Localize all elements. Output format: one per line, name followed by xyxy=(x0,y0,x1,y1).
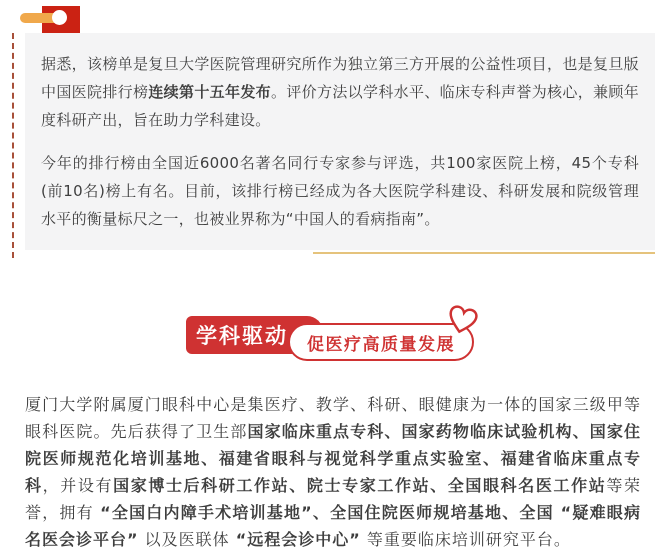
gold-divider-line xyxy=(313,252,655,254)
text-segment: “全国白内障手术培训基地”、全国住院医师规培基地、全国 “疑难眼病名医会诊平台” xyxy=(25,503,641,549)
body-paragraph xyxy=(25,391,641,553)
text-segment: 等荣誉，拥有 xyxy=(25,476,641,522)
flag-dot xyxy=(52,10,67,25)
text-segment: 国家博士后科研工作站、院士专家工作站、全国眼科名医工作站 xyxy=(113,476,607,495)
text-segment: 厦门大学附属厦门眼科中心是集医疗、教学、科研、眼健康为一体的国家三级甲等眼科医院。先后获得了卫生部 xyxy=(25,395,641,441)
flag-pin-icon xyxy=(20,5,82,35)
text-segment: 等重要临床培训研究平台。 xyxy=(360,530,571,549)
quote-paragraph-2 xyxy=(41,149,639,233)
text-segment: 据悉，该榜单是复旦大学医院管理研究所作为独立第三方开展的公益性项目，也是复旦版中国医院排行榜 xyxy=(41,55,639,101)
text-segment: 连续第十五年发布 xyxy=(148,83,272,101)
quote-paragraph-1 xyxy=(41,50,639,134)
text-segment: ，并设有 xyxy=(42,476,114,495)
text-segment: 国家临床重点专科、国家药物临床试验机构、国家住院医师规范化培训基地、福建省眼科与视觉科学重点实验室、福建省临床重点专科 xyxy=(25,422,641,495)
text-segment: “远程会诊中心” xyxy=(235,530,361,549)
quote-left-dashed-border xyxy=(12,33,14,258)
text-segment: 今年的排行榜由全国近6000名著名同行专家参与评选，共100家医院上榜，45个专科(前10名)榜上有名。目前，该排行榜已经成为各大医院学科建设、科研发展和院级管理水平的衡量标尺之一，也被业界称为“中国人的看病指南”。 xyxy=(41,154,639,228)
section-banner xyxy=(0,305,666,367)
text-segment: 。评价方法以学科水平、临床专科声誉为核心，兼顾年度科研产出，旨在助力学科建设。 xyxy=(41,83,639,129)
quote-block xyxy=(25,33,655,250)
banner-ribbon-label: 学科驱动 xyxy=(196,324,288,348)
banner-pill-label: 促医疗高质量发展 xyxy=(307,334,455,355)
text-segment: 以及医联体 xyxy=(138,530,236,549)
